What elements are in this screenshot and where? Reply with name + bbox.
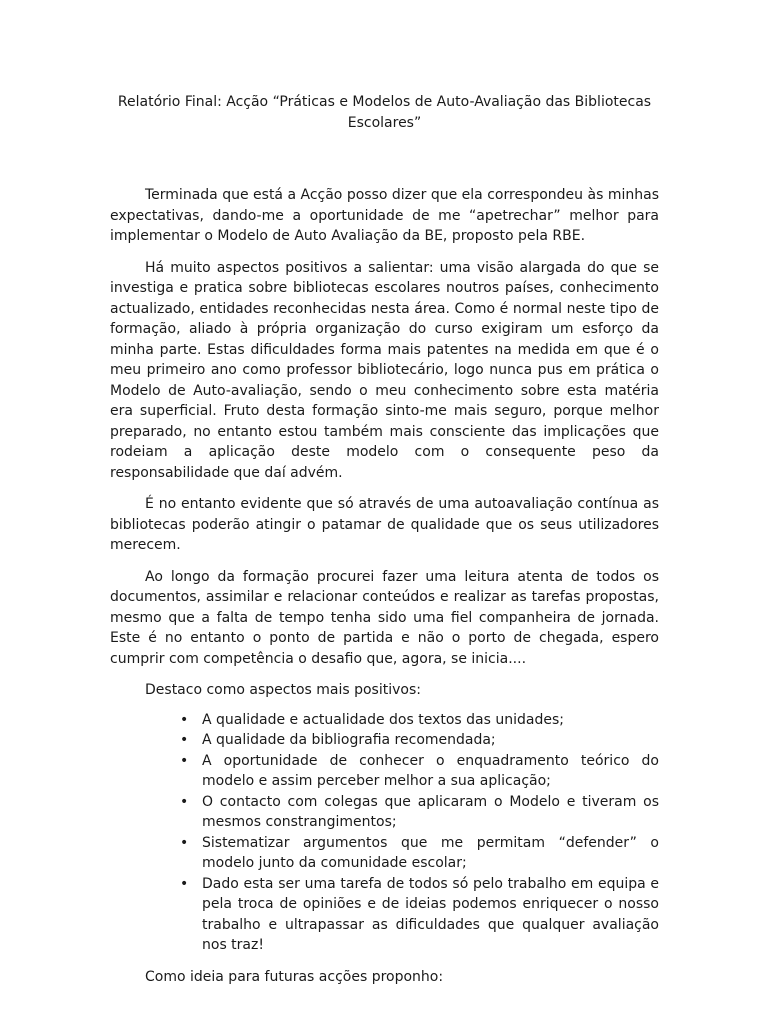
bullet-icon: • <box>180 793 189 810</box>
paragraph-self-evaluation: É no entanto evidente que só através de uma autoavaliação contínua as bibliotecas poderão atingir o patamar de qualidade que os seus utilizadores merecem. <box>110 496 659 553</box>
list-item <box>110 751 659 792</box>
positives-list <box>110 710 659 956</box>
list-item <box>110 874 659 956</box>
future-intro: Como ideia para futuras acções proponho: <box>145 968 444 985</box>
bullet-icon: • <box>180 732 189 748</box>
list-item <box>110 730 659 751</box>
document-page <box>110 92 659 998</box>
list-item-text: A oportunidade de conhecer o enquadramento teórico do modelo e assim perceber melhor a sua aplicação; <box>202 752 659 789</box>
list-item <box>110 710 659 731</box>
list-item <box>110 792 659 833</box>
document-title: Relatório Final: Acção “Práticas e Modelos de Auto-Avaliação das Bibliotecas Escolares” <box>117 94 652 131</box>
paragraph-intro: Terminada que está a Acção posso dizer que ela correspondeu às minhas expectativas, dando-me a oportunidade de me “apetrechar” melhor para implementar o Modelo de Auto Avaliação da BE, proposto pela RBE. <box>110 187 659 244</box>
paragraph-positive-aspects: Há muito aspectos positivos a salientar: uma visão alargada do que se investiga e pratica sobre bibliotecas escolares noutros países, conhecimento actualizado, entidades reconhecidas nesta área. Como é normal neste tipo de formação, aliado à própria organização do curso exigiram um esforço da minha parte. Estas dificuldades forma mais patentes na medida em que é o meu primeiro ano como professor bibliotecário, logo nunca pus em prática o Modelo de Auto-avaliação, sendo o meu conhecimento sobre esta matéria era superficial. Fruto desta formação sinto-me mais seguro, porque melhor preparado, no entanto estou também mais consciente das implicações que rodeiam a aplicação deste modelo com o consequente peso da responsabilidade que daí advém. <box>110 259 659 481</box>
list-item-text: Dado esta ser uma tarefa de todos só pelo trabalho em equipa e pela troca de opiniões e de ideias podemos enriquecer o nosso trabalho e ultrapassar as dificuldades que qualquer avaliação nos traz! <box>202 875 659 953</box>
bullet-icon: • <box>180 834 189 851</box>
bullet-icon: • <box>180 875 189 892</box>
list-item-text: A qualidade da bibliografia recomendada; <box>202 732 496 748</box>
list-item-text: A qualidade e actualidade dos textos das unidades; <box>202 711 564 728</box>
paragraph-training: Ao longo da formação procurei fazer uma leitura atenta de todos os documentos, assimilar e relacionar conteúdos e realizar as tarefas propostas, mesmo que a falta de tempo tenha sido uma fiel companheira de jornada. Este é no entanto o ponto de partida e não o porto de chegada, espero cumprir com competência o desafio que, agora, se inicia.... <box>110 568 659 667</box>
list-item-text: O contacto com colegas que aplicaram o Modelo e tiveram os mesmos constrangimentos; <box>202 793 659 830</box>
list-item-text: Sistematizar argumentos que me permitam “defender” o modelo junto da comunidade escolar; <box>202 834 659 871</box>
bullet-icon: • <box>180 711 189 728</box>
bullet-icon: • <box>180 752 189 769</box>
list-item <box>110 833 659 874</box>
positives-intro: Destaco como aspectos mais positivos: <box>145 682 421 698</box>
